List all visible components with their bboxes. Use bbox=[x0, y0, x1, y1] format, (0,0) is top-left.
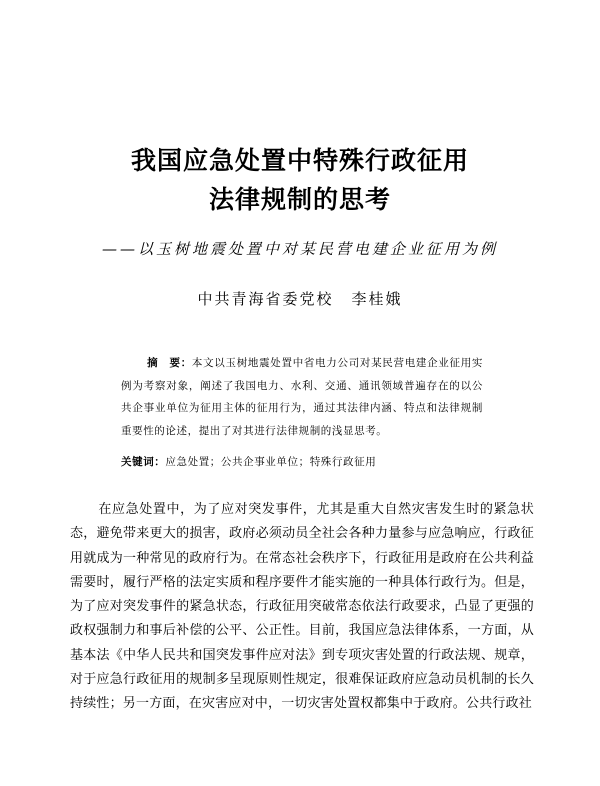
body-paragraph-text: 在应急处置中，为了应对突发事件，尤其是重大自然灾害发生时的紧急状态，避免带来更大的损害，政府必须动员全社会各种力量参与应急响应，行政征用就成为一种常见的政府行为。在常态社会秩序下，行政征用是政府在公共利益需要时，履行严格的法定实质和程序要件才能实施的一种具体行政行为。但是，为了应对突发事件的紧急状态，行政征用突破常态依法行政要求，凸显了更强的政权强制力和事后补偿的公平、公正性。目前，我国应急法律体系，一方面，从基本法《中华人民共和国突发事件应对法》到专项灾害处置的行政法规、规章，对于应急行政征用的规制多呈现原则性规定，很难保证政府应急动员机制的长久持续性；另一方面，在灾害应对中，一切灾害处置权都集中于政府。公共行政社 bbox=[70, 502, 534, 712]
title-line-2: 法律规制的思考 bbox=[208, 185, 391, 214]
abstract bbox=[121, 352, 483, 442]
author-name: 李桂娥 bbox=[351, 290, 403, 308]
body-paragraph bbox=[70, 498, 534, 717]
abstract-label: 摘 要： bbox=[147, 357, 192, 369]
keywords-label: 关键词： bbox=[121, 456, 166, 468]
author-affiliation: 中共青海省委党校 bbox=[197, 290, 334, 308]
keywords-text: 应急处置；公共企事业单位；特殊行政征用 bbox=[165, 456, 377, 468]
title-line-1: 我国应急处置中特殊行政征用 bbox=[130, 146, 469, 175]
keywords bbox=[121, 454, 483, 469]
author-line bbox=[0, 288, 600, 309]
subtitle: ——以玉树地震处置中对某民营电建企业征用为例 bbox=[101, 240, 498, 258]
abstract-text: 本文以玉树地震处置中省电力公司对某民营电建企业征用实例为考察对象，阐述了我国电力、水利、交通、通讯领域普遍存在的以公共企事业单位为征用主体的征用行为，通过其法律内涵、特点和法律规制重要性的论述，提出了对其进行法律规制的浅显思考。 bbox=[121, 357, 483, 437]
